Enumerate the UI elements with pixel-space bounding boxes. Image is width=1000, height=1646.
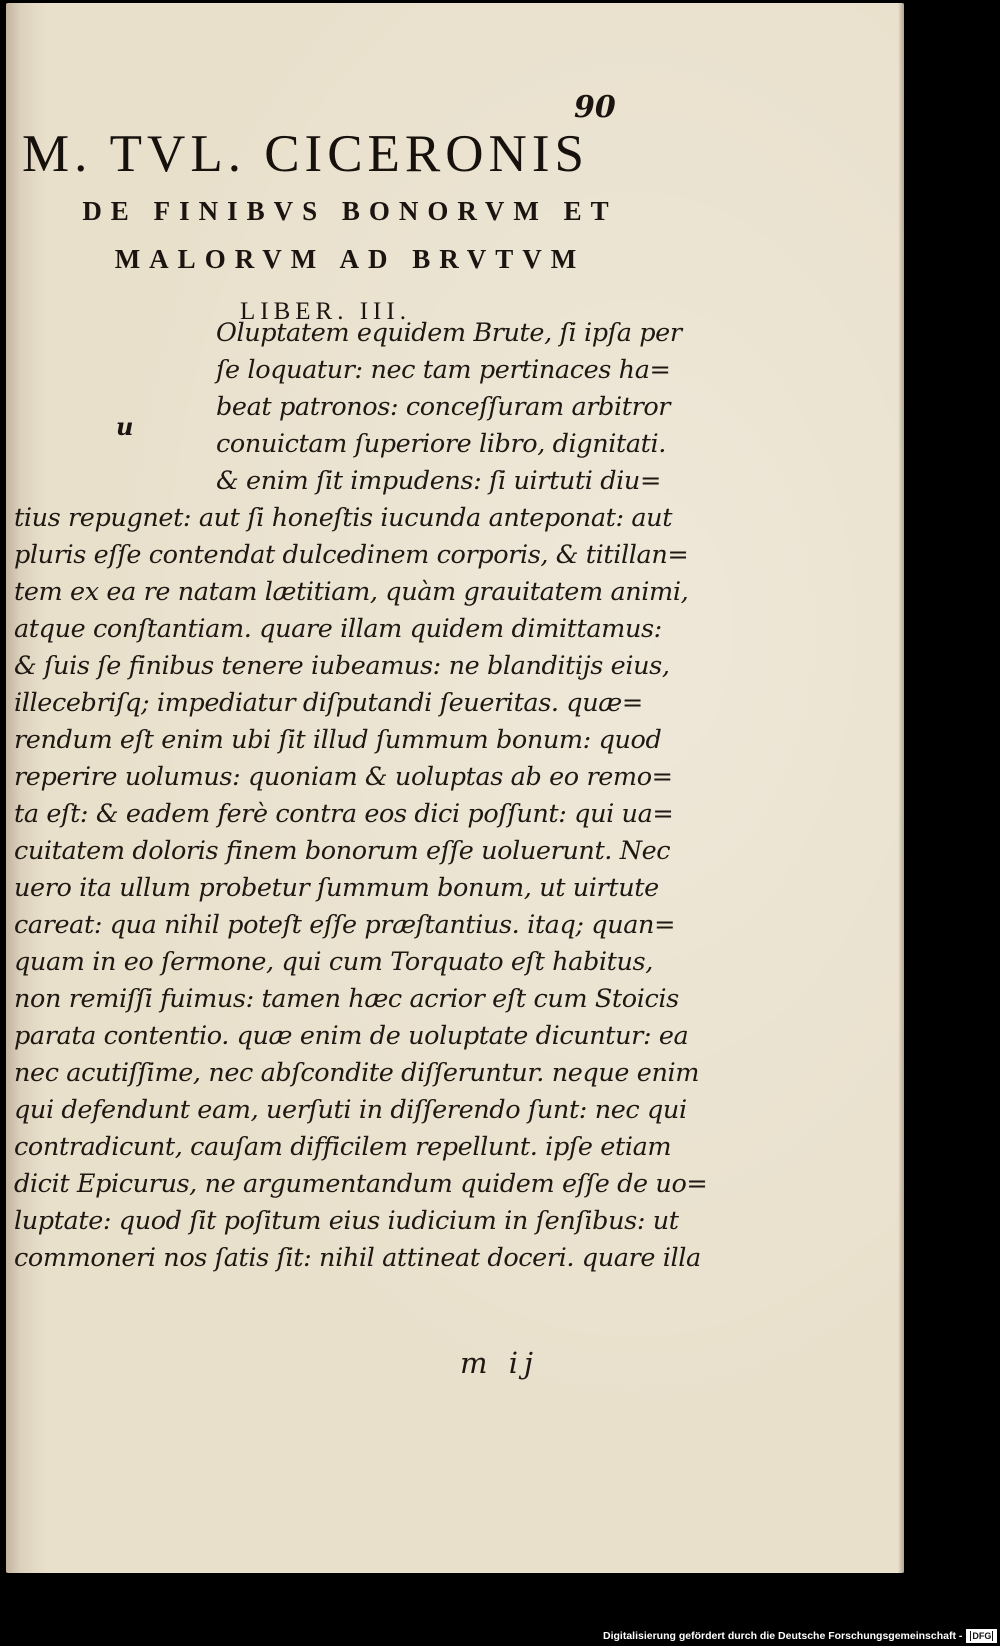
text-line: non remiſſi fuimus: tamen hæc acrior eſt cum Stoicis [14, 984, 679, 1014]
text-line: contradicunt, cauſam difficilem repellunt. ipſe etiam [14, 1132, 672, 1162]
text-line: luptate: quod ſit poſitum eius iudicium in ſenſibus: ut [14, 1206, 679, 1236]
dfg-logo-icon [966, 1629, 997, 1643]
footer-credit-text: Digitalisierung gefördert durch die Deutsche Forschungsgemeinschaft - [603, 1630, 963, 1642]
text-line: atque conſtantiam. quare illam quidem dimittamus: [14, 614, 662, 644]
dfg-logo-text: DFG [972, 1631, 992, 1641]
text-line: illecebriſq; impediatur diſputandi ſeueritas. quæ= [14, 688, 643, 718]
text-line: ſe loquatur: nec tam pertinaces ha= [216, 355, 671, 385]
text-line: qui defendunt eam, uerſuti in diſſerendo ſunt: nec qui [14, 1095, 687, 1125]
text-line: ta eſt: & eadem ferè contra eos dici poſſunt: qui ua= [14, 799, 674, 829]
text-line: & enim ſit impudens: ſi uirtuti diu= [216, 466, 661, 496]
text-line: tem ex ea re natam lætitiam, quàm grauitatem animi, [14, 577, 689, 607]
book-heading: LIBER. III. [240, 298, 411, 325]
text-line: & ſuis ſe finibus tenere iubeamus: ne blanditijs eius, [14, 651, 670, 681]
text-line: dicit Epicurus, ne argumentandum quidem eſſe de uo= [14, 1169, 708, 1199]
text-line: rendum eſt enim ubi ſit illud ſummum bonum: quod [14, 725, 662, 755]
page-edge-shadow [898, 3, 904, 1573]
title-work-line-1: DE FINIBVS BONORVM ET [82, 196, 618, 226]
text-line: conuictam ſuperiore libro, dignitati. [216, 429, 666, 459]
text-line: nec acutiſſime, nec abſcondite diſſeruntur. neque enim [14, 1058, 700, 1088]
text-line: cuitatem doloris finem bonorum eſſe uoluerunt. Nec [14, 836, 671, 866]
margin-note: u [116, 412, 134, 441]
text-line: Oluptatem equidem Brute, ſi ipſa per [216, 318, 682, 348]
text-line: beat patronos: conceſſuram arbitror [216, 392, 671, 422]
footer-credit [603, 1628, 997, 1644]
text-line: reperire uolumus: quoniam & uoluptas ab eo remo= [14, 762, 673, 792]
text-line: tius repugnet: aut ſi honeſtis iucunda anteponat: aut [14, 503, 673, 533]
page-number: 90 [574, 90, 616, 125]
text-line: parata contentio. quæ enim de uoluptate dicuntur: ea [14, 1021, 689, 1051]
text-line: uero ita ullum probetur ſummum bonum, ut uirtute [14, 873, 659, 903]
text-line: pluris eſſe contendat dulcedinem corporis, & titillan= [14, 540, 689, 570]
text-line: quam in eo ſermone, qui cum Torquato eſt habitus, [14, 947, 653, 977]
signature-mark: m ij [460, 1346, 539, 1380]
title-work-line-2: MALORVM AD BRVTVM [114, 244, 586, 274]
text-line: careat: qua nihil poteſt eſſe præſtantius. itaq; quan= [14, 910, 676, 940]
text-line: commoneri nos ſatis ſit: nihil attineat doceri. quare illa [14, 1243, 701, 1273]
title-author: M. TVL. CICERONIS [22, 125, 589, 183]
